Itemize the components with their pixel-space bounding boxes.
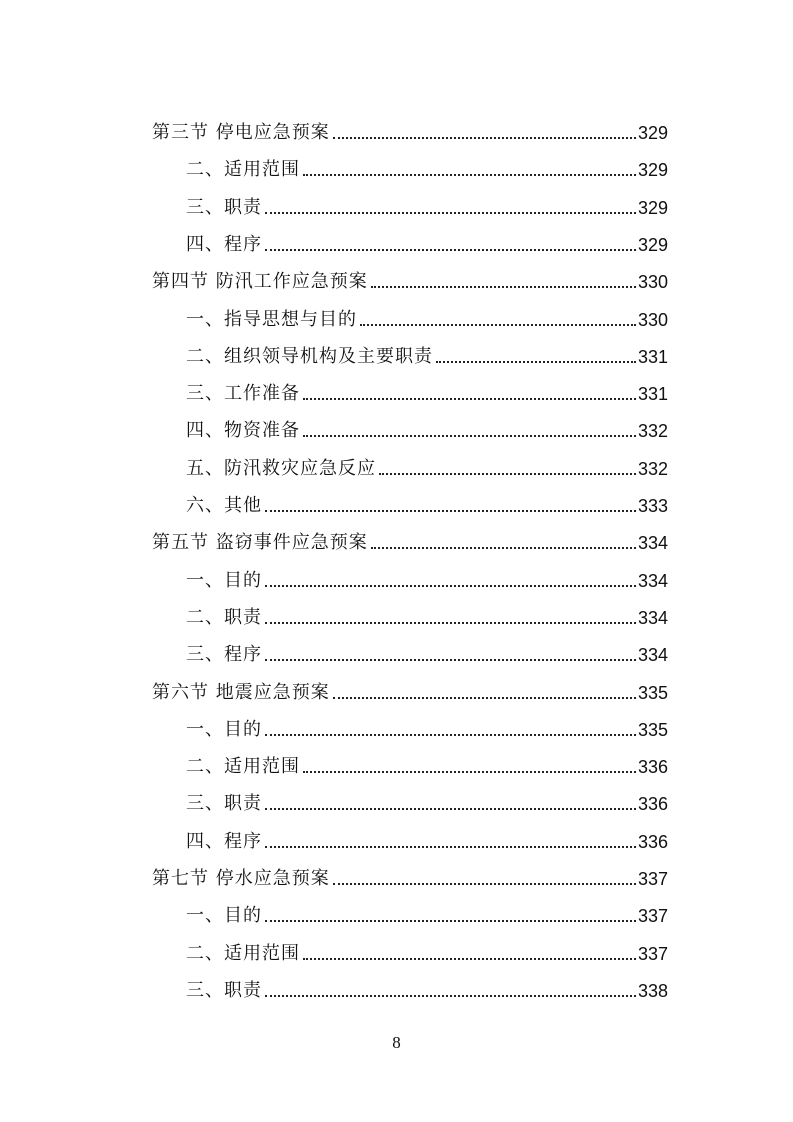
toc-entry-title: 三、职责	[186, 196, 262, 218]
toc-entry-page: 330	[638, 272, 669, 293]
toc-subsection-entry[interactable]	[0, 704, 793, 741]
dot-leader	[303, 398, 636, 400]
dot-leader	[265, 249, 636, 251]
dot-leader	[265, 659, 636, 661]
toc-subsection-entry[interactable]	[0, 629, 793, 666]
page-number: 8	[392, 1033, 401, 1052]
toc-entry-page: 338	[638, 980, 669, 1001]
toc-entry-title: 二、适用范围	[186, 756, 300, 778]
toc-entry-page: 332	[638, 421, 669, 442]
toc-entry-title: 第四节 防汛工作应急预案	[152, 271, 368, 293]
dot-leader	[371, 547, 636, 549]
toc-entry-title: 一、目的	[186, 905, 262, 927]
toc-entry-page: 330	[638, 309, 669, 330]
dot-leader	[265, 622, 636, 624]
toc-entry-page: 332	[638, 458, 669, 479]
toc-section-entry[interactable]	[0, 256, 793, 293]
toc-entry-title: 四、物资准备	[186, 420, 300, 442]
toc-entry-title: 第五节 盗窃事件应急预案	[152, 532, 368, 554]
toc-subsection-entry[interactable]	[0, 294, 793, 331]
toc-subsection-entry[interactable]	[0, 219, 793, 256]
dot-leader	[333, 137, 636, 139]
toc-subsection-entry[interactable]	[0, 816, 793, 853]
toc-entry-title: 二、组织领导机构及主要职责	[186, 345, 433, 367]
toc-entry-page: 334	[638, 570, 669, 591]
dot-leader	[265, 510, 636, 512]
toc-entry-title: 二、适用范围	[186, 159, 300, 181]
toc-entry-page: 331	[638, 384, 669, 405]
toc-entry-page: 329	[638, 234, 669, 255]
toc-subsection-entry[interactable]	[0, 331, 793, 368]
toc-entry-title: 三、工作准备	[186, 383, 300, 405]
toc-subsection-entry[interactable]	[0, 741, 793, 778]
toc-subsection-entry[interactable]	[0, 144, 793, 181]
toc-entry-page: 336	[638, 831, 669, 852]
toc-entry-title: 四、程序	[186, 830, 262, 852]
dot-leader	[265, 995, 636, 997]
toc-entry-page: 337	[638, 869, 669, 889]
toc-entry-page: 334	[638, 645, 669, 666]
toc-subsection-entry[interactable]	[0, 965, 793, 1002]
toc-entry-page: 335	[638, 682, 669, 703]
dot-leader	[265, 585, 636, 587]
toc-entry-title: 三、职责	[186, 793, 262, 815]
toc-subsection-entry[interactable]	[0, 592, 793, 629]
dot-leader	[265, 808, 636, 810]
toc-entry-page: 329	[638, 160, 669, 181]
toc-subsection-entry[interactable]	[0, 443, 793, 480]
toc-entry-title: 三、职责	[186, 979, 262, 1001]
toc-entry-title: 第三节 停电应急预案	[152, 122, 330, 143]
toc-entry-page: 337	[638, 906, 669, 927]
toc-entry-page: 337	[638, 943, 669, 964]
toc-subsection-entry[interactable]	[0, 928, 793, 965]
toc-entry-title: 一、指导思想与目的	[186, 308, 357, 330]
dot-leader	[303, 435, 636, 437]
toc-entry-page: 329	[638, 197, 669, 218]
toc-entry-title: 一、目的	[186, 569, 262, 591]
toc-entry-title: 二、适用范围	[186, 942, 300, 964]
toc-subsection-entry[interactable]	[0, 368, 793, 405]
dot-leader	[333, 883, 636, 885]
toc-section-entry[interactable]	[0, 853, 793, 890]
toc-entry-page: 336	[638, 794, 669, 815]
toc-entry-page: 333	[638, 496, 669, 516]
dot-leader	[265, 212, 636, 214]
dot-leader	[333, 697, 636, 699]
toc-entry-page: 329	[638, 123, 669, 143]
toc-entry-title: 五、防汛救灾应急反应	[186, 457, 376, 479]
dot-leader	[265, 846, 636, 848]
toc-section-entry[interactable]	[0, 517, 793, 554]
toc-section-entry[interactable]	[0, 667, 793, 704]
toc-entry-title: 四、程序	[186, 233, 262, 255]
dot-leader	[265, 920, 636, 922]
toc-entry-title: 第七节 停水应急预案	[152, 868, 330, 889]
toc-entry-page: 335	[638, 719, 669, 740]
toc-subsection-entry[interactable]	[0, 890, 793, 927]
toc-section-entry[interactable]	[0, 107, 793, 144]
toc-entry-title: 三、程序	[186, 644, 262, 666]
dot-leader	[360, 324, 636, 326]
toc-entry-page: 336	[638, 757, 669, 778]
toc-subsection-entry[interactable]	[0, 182, 793, 219]
toc-subsection-entry[interactable]	[0, 480, 793, 517]
dot-leader	[303, 771, 636, 773]
toc-entry-title: 六、其他	[186, 495, 262, 516]
dot-leader	[265, 734, 636, 736]
dot-leader	[303, 174, 636, 176]
toc-entry-page: 331	[638, 346, 669, 367]
toc-entry-title: 二、职责	[186, 606, 262, 628]
dot-leader	[371, 286, 636, 288]
toc-entry-page: 334	[638, 533, 669, 554]
toc-entry-page: 334	[638, 607, 669, 628]
toc-subsection-entry[interactable]	[0, 778, 793, 815]
dot-leader	[436, 361, 636, 363]
toc-subsection-entry[interactable]	[0, 405, 793, 442]
toc-entry-title: 第六节 地震应急预案	[152, 681, 330, 703]
toc-entry-title: 一、目的	[186, 718, 262, 740]
toc-subsection-entry[interactable]	[0, 555, 793, 592]
dot-leader	[379, 473, 636, 475]
dot-leader	[303, 958, 636, 960]
